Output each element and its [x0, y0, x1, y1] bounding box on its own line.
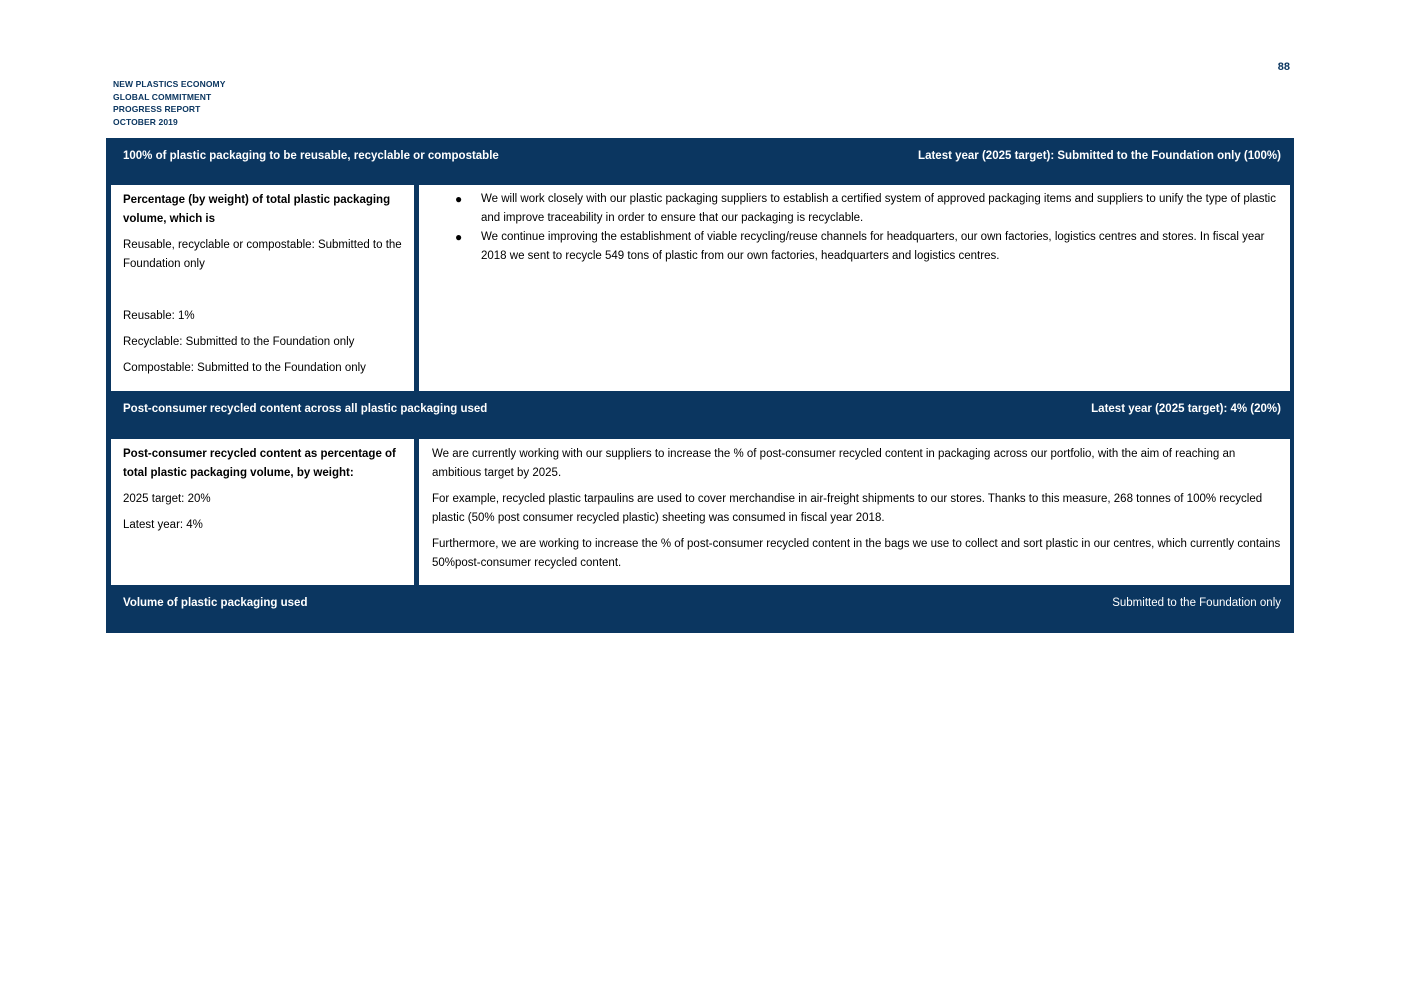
metric-cell	[111, 185, 414, 391]
description-paragraph: For example, recycled plastic tarpaulins are used to cover merchandise in air-freight shipments to our stores. Thanks to this measure, 268 tonnes of 100% recycled plastic (50% post consumer recycled plastic) sheeting was consumed in fiscal year 2018.	[432, 493, 1263, 524]
section-status: Submitted to the Foundation only	[1112, 597, 1281, 609]
page-number: 88	[1277, 61, 1290, 73]
commitment-table	[106, 138, 1294, 633]
list-item	[455, 190, 1276, 228]
section-status: Latest year (2025 target): 4% (20%)	[1091, 403, 1281, 415]
bullet-text: We will work closely with our plastic packaging suppliers to establish a certified system of approved packaging items and suppliers to unify the type of plastic and improve traceability in order to ensure that our packaging is recyclable.	[481, 193, 1276, 224]
description-cell	[419, 185, 1290, 391]
metric-heading: Post-consumer recycled content as percentage of total plastic packaging volume, by weight:	[123, 448, 396, 479]
header-line: OCTOBER 2019	[113, 116, 178, 127]
description-cell	[419, 439, 1290, 585]
section-title: Post-consumer recycled content across all plastic packaging used	[123, 403, 488, 415]
bullet-icon: ●	[455, 192, 463, 206]
description-paragraph: Furthermore, we are working to increase the % of post-consumer recycled content in the bags we use to collect and sort plastic in our centres, which currently contains 50%post-consumer recycled content.	[432, 538, 1281, 569]
bullet-text: We continue improving the establishment of viable recycling/reuse channels for headquarters, our own factories, logistics centres and stores. In fiscal year 2018 we sent to recycle 549 tons of plastic from our own factories, headquarters and logistics centres.	[481, 231, 1265, 262]
list-item	[455, 228, 1276, 266]
section-band-volume	[106, 586, 1294, 633]
metric-value-compostable: Compostable: Submitted to the Foundation only	[123, 362, 366, 374]
metric-latest: Latest year: 4%	[123, 519, 203, 531]
metric-value-combined: Reusable, recyclable or compostable: Submitted to the Foundation only	[123, 239, 402, 270]
description-paragraph: We are currently working with our suppliers to increase the % of post-consumer recycled content in packaging across our portfolio, with the aim of reaching an ambitious target by 2025.	[432, 448, 1236, 479]
section-title: 100% of plastic packaging to be reusable, recyclable or compostable	[123, 150, 499, 162]
section-status: Latest year (2025 target): Submitted to the Foundation only (100%)	[918, 150, 1281, 162]
metric-target: 2025 target: 20%	[123, 493, 211, 505]
section-band-recyclability	[106, 138, 1294, 184]
section-title: Volume of plastic packaging used	[123, 597, 308, 609]
metric-heading: Percentage (by weight) of total plastic packaging volume, which is	[123, 194, 391, 225]
bullet-icon: ●	[455, 230, 463, 244]
metric-value-recyclable: Recyclable: Submitted to the Foundation only	[123, 336, 355, 348]
bullet-list	[455, 190, 1276, 266]
report-header	[113, 78, 226, 128]
header-line: PROGRESS REPORT	[113, 104, 201, 114]
section-band-recycled-content	[106, 392, 1294, 438]
header-line: NEW PLASTICS ECONOMY	[113, 79, 226, 89]
metric-cell	[111, 439, 414, 585]
header-line: GLOBAL COMMITMENT	[113, 91, 212, 102]
metric-value-reusable: Reusable: 1%	[123, 310, 195, 322]
